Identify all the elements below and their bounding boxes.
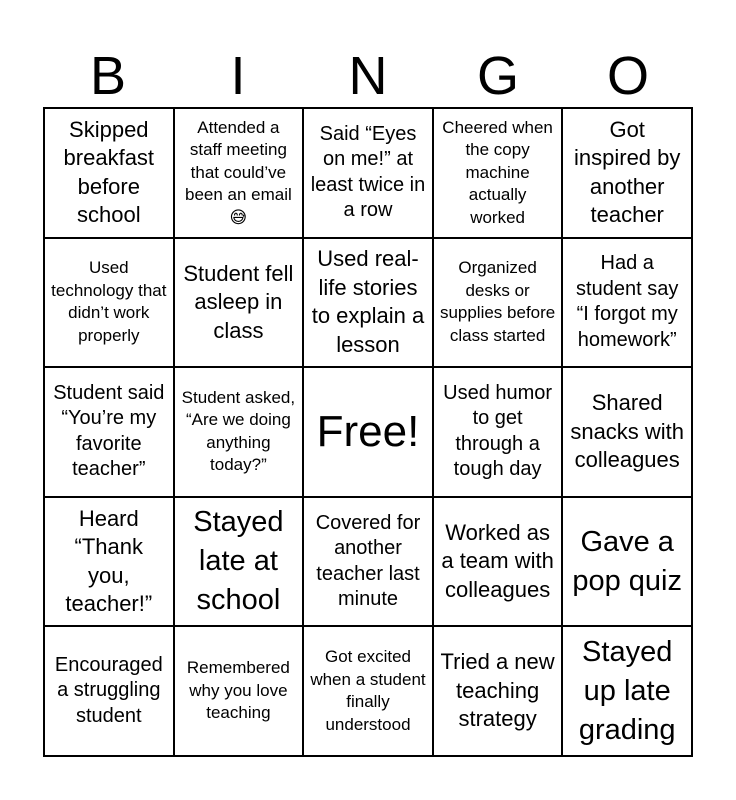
cell-text: Used technology that didn’t work properly — [51, 258, 167, 345]
bingo-cell[interactable] — [44, 367, 174, 497]
bingo-cell[interactable] — [562, 108, 692, 238]
cell-text: Cheered when the copy machine actually worked — [442, 117, 553, 227]
bingo-cell[interactable] — [433, 626, 563, 756]
bingo-cell[interactable] — [433, 108, 563, 238]
bingo-cell[interactable] — [174, 108, 304, 238]
cell-text: Organized desks or supplies before class started — [439, 258, 556, 345]
cell-text: Skipped breakfast before school — [63, 116, 155, 228]
cell-text: Got inspired by another teacher — [574, 116, 681, 228]
bingo-cell[interactable] — [174, 238, 304, 368]
header-letter-o: O — [606, 46, 649, 106]
cell-text: Tried a new teaching strategy — [440, 649, 555, 732]
bingo-cell[interactable] — [303, 497, 433, 627]
cell-text: Encouraged a struggling student — [54, 653, 163, 727]
bingo-cell[interactable] — [44, 238, 174, 368]
cell-text: Worked as a team with colleagues — [441, 519, 554, 602]
cell-text: Used humor to get through a tough day — [443, 381, 553, 481]
cell-text: Attended a staff meeting that could’ve been an email 😅 — [184, 117, 292, 227]
cell-text: Student said “You’re my favorite teacher” — [53, 381, 165, 481]
bingo-cell[interactable] — [303, 238, 433, 368]
header-letter-b: B — [89, 46, 127, 106]
bingo-cell-free[interactable] — [303, 367, 433, 497]
bingo-cell[interactable] — [174, 367, 304, 497]
cell-text: Said “Eyes on me!” at least twice in a row — [310, 122, 426, 222]
bingo-cell[interactable] — [174, 626, 304, 756]
header-letter-n: N — [348, 46, 388, 106]
bingo-cell[interactable] — [174, 497, 304, 627]
bingo-header — [43, 44, 693, 108]
cell-text: Covered for another teacher last minute — [315, 511, 421, 611]
bingo-board — [43, 107, 693, 757]
bingo-cell[interactable] — [562, 497, 692, 627]
cell-text: Used real-life stories to explain a lesson — [311, 246, 425, 357]
bingo-cell[interactable] — [562, 626, 692, 756]
bingo-cell[interactable] — [562, 238, 692, 368]
cell-text: Heard “Thank you, teacher!” — [65, 505, 153, 617]
header-letter-i: I — [230, 46, 246, 106]
cell-text: Student fell asleep in class — [183, 260, 294, 343]
cell-text: Shared snacks with colleagues — [570, 390, 685, 473]
bingo-cell[interactable] — [433, 497, 563, 627]
bingo-cell[interactable] — [44, 108, 174, 238]
cell-text: Had a student say “I forgot my homework” — [576, 252, 679, 351]
bingo-cell[interactable] — [303, 626, 433, 756]
cell-text: Gave a pop quiz — [572, 525, 683, 597]
bingo-cell[interactable] — [433, 367, 563, 497]
cell-text: Free! — [316, 406, 420, 456]
bingo-cell[interactable] — [44, 626, 174, 756]
cell-text: Stayed up late grading — [578, 635, 676, 746]
cell-text: Got excited when a student finally understood — [310, 647, 426, 734]
cell-text: Stayed late at school — [193, 506, 284, 617]
bingo-cell[interactable] — [433, 238, 563, 368]
bingo-cell[interactable] — [562, 367, 692, 497]
bingo-cell[interactable] — [303, 108, 433, 238]
bingo-cell[interactable] — [44, 497, 174, 627]
cell-text: Remembered why you love teaching — [186, 658, 290, 723]
cell-text: Student asked, “Are we doing anything today?” — [181, 387, 296, 475]
header-letter-g: G — [476, 46, 519, 106]
